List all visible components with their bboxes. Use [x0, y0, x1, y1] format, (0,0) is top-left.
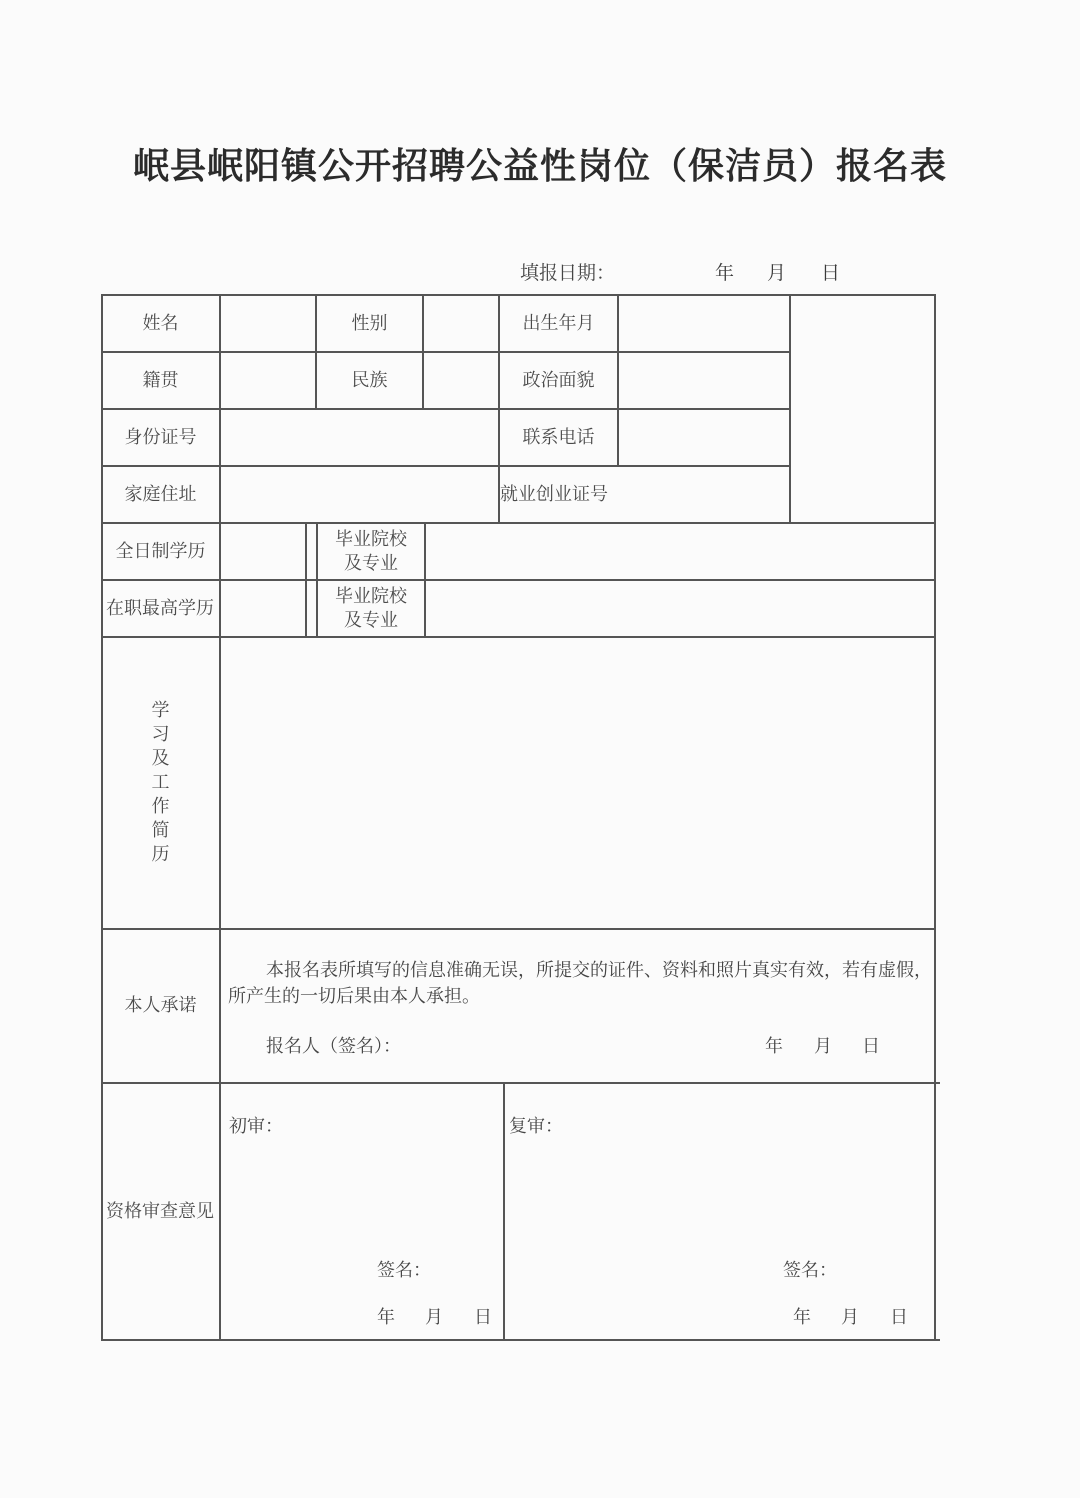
- grad-school-major-2-label: 毕业院校及专业: [335, 585, 407, 631]
- resume-char: 及: [151, 748, 170, 769]
- pledge-label: 本人承诺: [124, 995, 197, 1016]
- ethnicity-input[interactable]: [424, 353, 498, 408]
- grad-school-major-2-input[interactable]: [426, 581, 934, 636]
- first-review-signature-label: 签名：: [377, 1260, 431, 1281]
- gender-input[interactable]: [424, 296, 498, 351]
- fill-date-day: 日: [821, 262, 841, 284]
- name-input[interactable]: [221, 296, 315, 351]
- grad-school-major-1-label: 毕业院校及专业: [335, 528, 407, 574]
- resume-char: 历: [151, 844, 170, 865]
- applicant-sign-label: 报名人（签名）：: [266, 1036, 401, 1057]
- second-review-signature-label: 签名：: [783, 1260, 837, 1281]
- fill-date-month: 月: [767, 262, 787, 284]
- pledge-day: 日: [862, 1036, 880, 1057]
- second-review-day: 日: [890, 1307, 908, 1328]
- second-review-input[interactable]: [510, 1140, 930, 1240]
- first-review-day: 日: [474, 1307, 492, 1328]
- applicant-sign-field[interactable]: [419, 1028, 749, 1056]
- photo-area[interactable]: [791, 296, 934, 522]
- home-address-input[interactable]: [221, 467, 498, 522]
- form-title: 岷县岷阳镇公开招聘公益性岗位（保洁员）报名表: [132, 145, 947, 187]
- id-number-input[interactable]: [221, 410, 498, 465]
- pledge-year: 年: [765, 1036, 783, 1057]
- resume-char: 简: [151, 820, 170, 841]
- resume-char: 习: [151, 724, 170, 745]
- second-review-month: 月: [841, 1307, 859, 1328]
- fill-date-label: 填报日期：: [520, 262, 616, 284]
- fulltime-edu-input[interactable]: [221, 524, 305, 579]
- gender-label: 性别: [351, 312, 388, 334]
- birth-label: 出生年月: [522, 312, 595, 334]
- review-label: 资格审查意见: [106, 1200, 214, 1222]
- resume-char: 作: [151, 796, 170, 817]
- political-status-label: 政治面貌: [522, 369, 595, 391]
- id-number-label: 身份证号: [124, 426, 197, 448]
- home-address-label: 家庭住址: [124, 483, 197, 505]
- phone-input[interactable]: [619, 410, 789, 465]
- name-label: 姓名: [142, 312, 179, 334]
- political-status-input[interactable]: [619, 353, 789, 408]
- birth-input[interactable]: [619, 296, 789, 351]
- resume-char: 工: [151, 772, 170, 793]
- resume-char: 学: [151, 700, 170, 721]
- first-review-input[interactable]: [230, 1140, 498, 1240]
- first-review-month: 月: [425, 1307, 443, 1328]
- first-review-label: 初审：: [229, 1116, 283, 1137]
- ethnicity-label: 民族: [351, 369, 388, 391]
- grad-school-major-1-input[interactable]: [426, 524, 934, 579]
- inservice-edu-label: 在职最高学历: [106, 597, 214, 619]
- pledge-text: 本报名表所填写的信息准确无误，所提交的证件、资料和照片真实有效，若有虚假，所产生的一切后果由本人承担。: [228, 960, 932, 1007]
- pledge-month: 月: [814, 1036, 832, 1057]
- fill-date-year: 年: [715, 262, 735, 284]
- resume-label: [102, 638, 219, 928]
- native-place-input[interactable]: [221, 353, 315, 408]
- employment-cert-label: 就业创业证号: [500, 483, 608, 505]
- first-review-year: 年: [377, 1307, 395, 1328]
- fulltime-edu-label: 全日制学历: [115, 540, 206, 562]
- inservice-edu-input[interactable]: [221, 581, 305, 636]
- resume-input[interactable]: [221, 638, 934, 928]
- employment-cert-input[interactable]: [620, 467, 789, 522]
- second-review-label: 复审：: [509, 1116, 563, 1137]
- native-place-label: 籍贯: [142, 369, 179, 391]
- second-review-year: 年: [793, 1307, 811, 1328]
- phone-label: 联系电话: [522, 426, 595, 448]
